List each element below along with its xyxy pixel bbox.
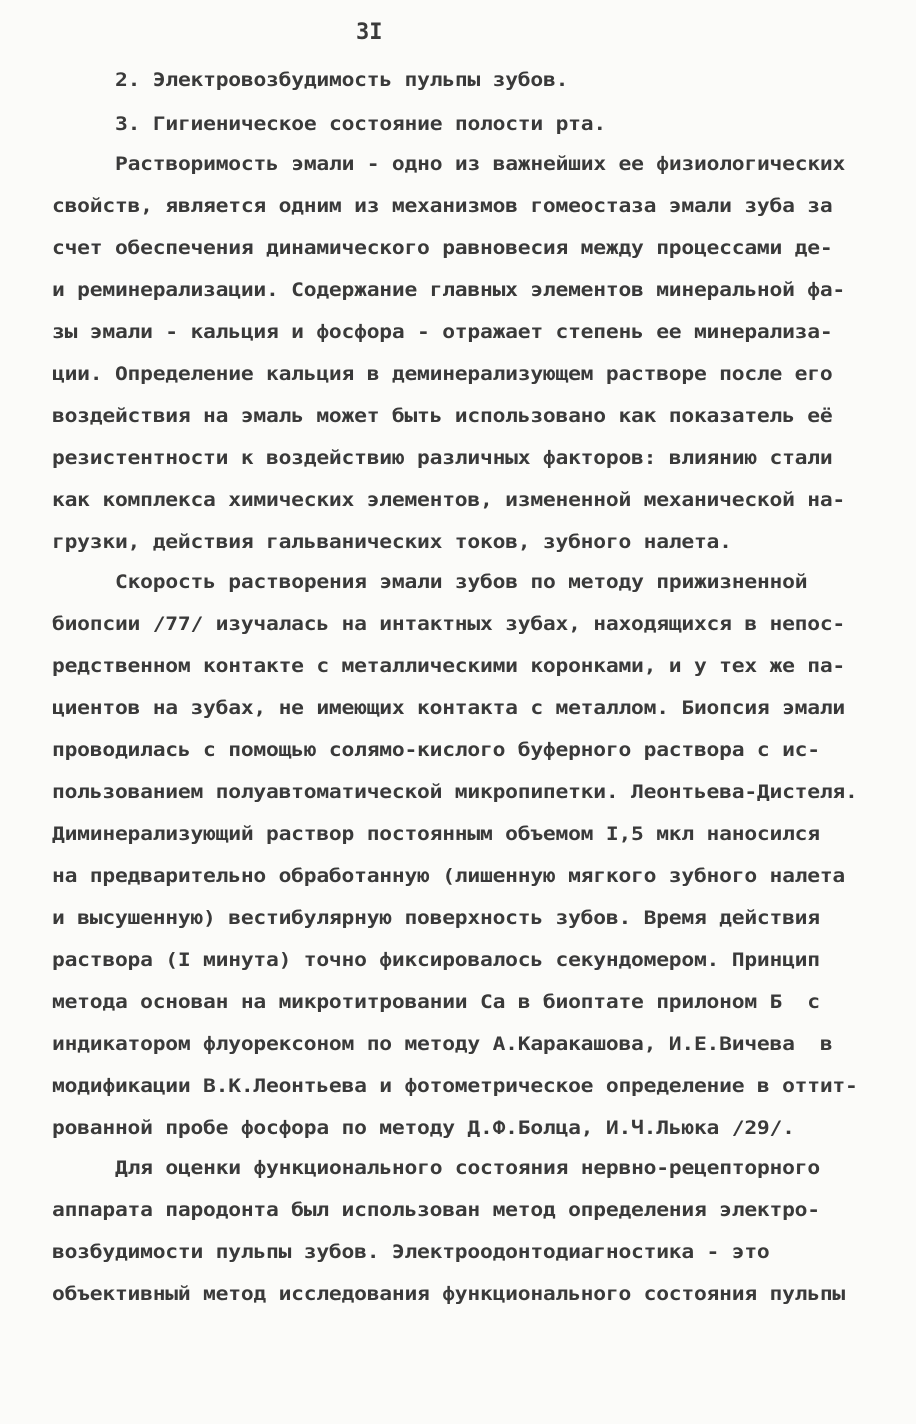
text-line: и реминерализации. Содержание главных элементов минеральной фа- (52, 279, 846, 301)
text-line: воздействия на эмаль может быть использовано как показатель её (52, 405, 833, 427)
text-line: как комплекса химических элементов, измененной механической на- (52, 489, 846, 511)
text-line: биопсии /77/ изучалась на интактных зубах, находящихся в непос- (52, 613, 846, 635)
text-line: и высушенную) вестибулярную поверхность зубов. Время действия (52, 907, 820, 929)
text-line: Растворимость эмали - одно из важнейших ее физиологических (115, 153, 846, 175)
text-line: проводилась с помощью солямо-кислого буферного раствора с ис- (52, 739, 820, 761)
text-line: резистентности к воздействию различных факторов: влиянию стали (52, 447, 833, 469)
text-line: возбудимости пульпы зубов. Электроодонтодиагностика - это (52, 1241, 770, 1263)
text-line: на предварительно обработанную (лишенную мягкого зубного налета (52, 865, 846, 887)
text-line: 3. Гигиеническое состояние полости рта. (115, 113, 606, 135)
text-line: рованной пробе фосфора по методу Д.Ф.Болца, И.Ч.Льюка /29/. (52, 1117, 795, 1139)
text-line: раствора (I минута) точно фиксировалось секундомером. Принцип (52, 949, 820, 971)
text-line: объективный метод исследования функционального состояния пульпы (52, 1283, 846, 1305)
text-line: пользованием полуавтоматической микропипетки. Леонтьева-Дистеля. (52, 781, 858, 803)
page-number: 3I (356, 20, 383, 45)
text-line: счет обеспечения динамического равновесия между процессами де- (52, 237, 833, 259)
text-line: Для оценки функционального состояния нервно-рецепторного (115, 1157, 820, 1179)
text-line: индикатором флуорексоном по методу А.Каракашова, И.Е.Вичева в (52, 1033, 833, 1055)
text-line: циентов на зубах, не имеющих контакта с металлом. Биопсия эмали (52, 697, 846, 719)
text-line: грузки, действия гальванических токов, зубного налета. (52, 531, 732, 553)
text-line: метода основан на микротитровании Са в биоптате прилоном Б с (52, 991, 820, 1013)
text-line: Скорость растворения эмали зубов по методу прижизненной (115, 571, 808, 593)
text-line: аппарата пародонта был использован метод определения электро- (52, 1199, 820, 1221)
text-line: редственном контакте с металлическими коронками, и у тех же па- (52, 655, 846, 677)
text-line: Диминерализующий раствор постоянным объемом I,5 мкл наносился (52, 823, 820, 845)
text-line: свойств, является одним из механизмов гомеостаза эмали зуба за (52, 195, 833, 217)
text-line: 2. Электровозбудимость пульпы зубов. (115, 69, 569, 91)
text-line: зы эмали - кальция и фосфора - отражает степень ее минерализа- (52, 321, 833, 343)
text-line: модификации В.К.Леонтьева и фотометрическое определение в оттит- (52, 1075, 858, 1097)
text-line: ции. Определение кальция в деминерализующем растворе после его (52, 363, 833, 385)
